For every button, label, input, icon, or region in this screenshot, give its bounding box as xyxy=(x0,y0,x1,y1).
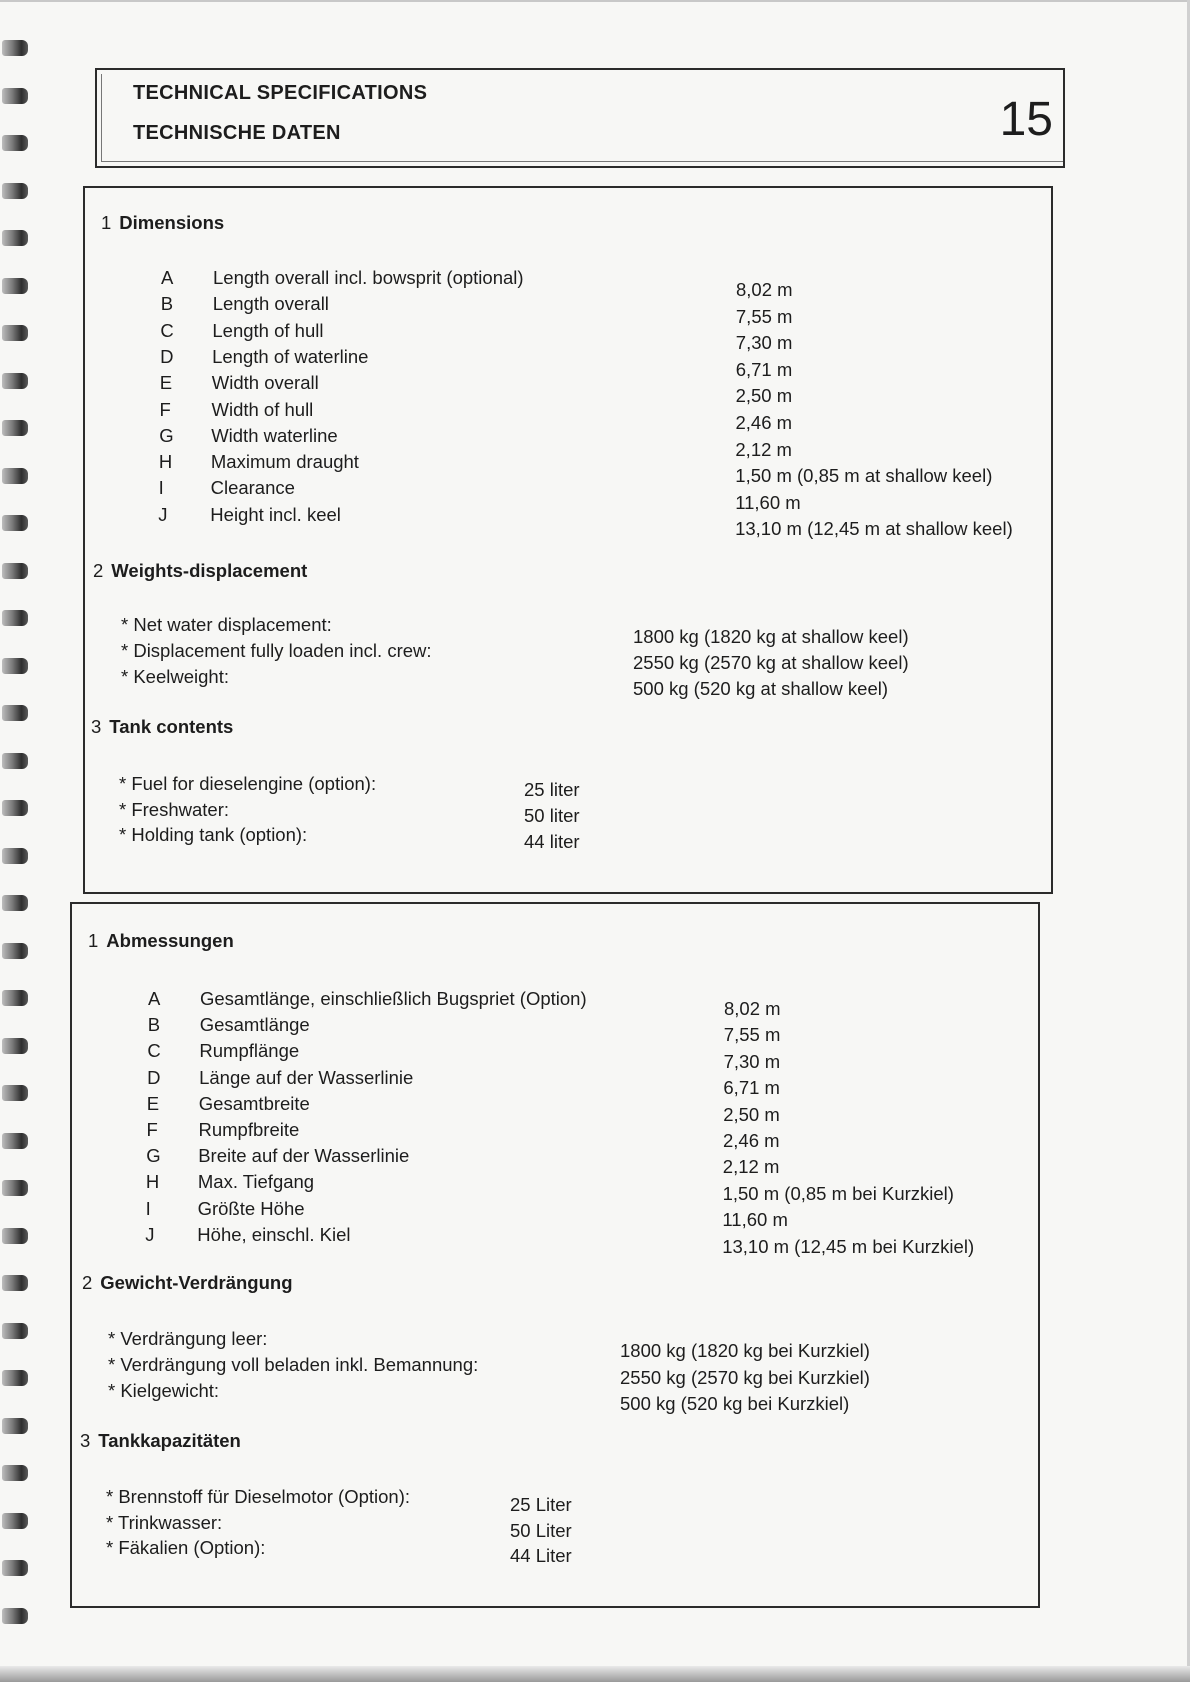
binding-ring xyxy=(2,943,28,959)
dimension-label: Length overall incl. bowsprit (optional) xyxy=(213,267,524,288)
dimension-value: 6,71 m xyxy=(735,358,793,380)
binding-ring xyxy=(2,848,28,864)
dimension-letter: I xyxy=(145,1197,151,1219)
dimension-label: Länge auf der Wasserlinie xyxy=(199,1066,414,1088)
spec-value: 500 kg (520 kg bei Kurzkiel) xyxy=(620,1393,850,1414)
dimension-value: 2,50 m xyxy=(723,1103,780,1125)
abschnitt-abmessungen-title xyxy=(88,930,234,952)
dimension-value: 2,46 m xyxy=(735,412,793,433)
binding-ring xyxy=(2,990,28,1006)
binding-ring xyxy=(2,705,28,721)
page-top-edge xyxy=(0,0,1190,2)
dimension-letter: D xyxy=(147,1066,161,1088)
spec-value: 25 liter xyxy=(524,779,580,800)
spec-value: 2550 kg (2570 kg at shallow keel) xyxy=(633,652,909,673)
binding-ring xyxy=(2,610,28,626)
spec-label: * Fäkalien (Option): xyxy=(106,1537,266,1558)
dimension-value: 8,02 m xyxy=(724,998,781,1019)
dimension-letter: J xyxy=(158,503,168,525)
dimension-letter: B xyxy=(160,293,174,315)
binding-ring xyxy=(2,420,28,436)
abschnitt-tank-title xyxy=(80,1430,241,1452)
spec-value: 1800 kg (1820 kg bei Kurzkiel) xyxy=(620,1340,870,1361)
binding-ring xyxy=(2,658,28,674)
dimension-letter: E xyxy=(159,372,173,394)
binding-ring xyxy=(2,325,28,341)
section-title-text: Gewicht-Verdrängung xyxy=(100,1272,293,1293)
dimension-letter: D xyxy=(160,345,174,367)
section-title-text: Tankkapazitäten xyxy=(98,1430,241,1451)
dimension-letter: H xyxy=(145,1171,160,1193)
dimension-label: Max. Tiefgang xyxy=(197,1171,315,1193)
dimension-letter: I xyxy=(158,477,164,499)
title-english: TECHNICAL SPECIFICATIONS xyxy=(133,82,428,104)
spec-label: * Displacement fully loaden incl. crew: xyxy=(121,640,432,661)
dimension-label: Width of hull xyxy=(211,398,314,420)
spec-value: 1800 kg (1820 kg at shallow keel) xyxy=(633,626,909,647)
dimension-value: 11,60 m xyxy=(735,491,801,513)
section-number: 3 xyxy=(91,716,102,737)
binding-ring xyxy=(2,468,28,484)
section-title-text: Dimensions xyxy=(119,212,225,233)
page-number: 15 xyxy=(999,93,1053,146)
spec-value: 50 Liter xyxy=(510,1519,572,1541)
binding-ring xyxy=(2,1608,28,1624)
spec-value: 500 kg (520 kg at shallow keel) xyxy=(633,678,889,699)
binding-ring xyxy=(2,1228,28,1244)
section-title-text: Weights-displacement xyxy=(111,560,308,581)
section-dimensions-title xyxy=(101,212,224,234)
binding-ring xyxy=(2,1323,28,1339)
spec-label: * Holding tank (option): xyxy=(119,824,308,845)
binding-ring xyxy=(2,1418,28,1434)
section-title-text: Abmessungen xyxy=(106,930,234,951)
spec-label: * Net water displacement: xyxy=(121,614,332,635)
dimension-letter: G xyxy=(146,1145,161,1167)
dimension-letter: E xyxy=(146,1092,160,1114)
dimension-value: 7,55 m xyxy=(735,305,793,327)
binding-ring xyxy=(2,135,28,151)
spec-value: 44 Liter xyxy=(510,1545,572,1566)
english-spec-box xyxy=(83,186,1053,894)
spec-label: * Keelweight: xyxy=(121,666,229,687)
dimension-value: 11,60 m xyxy=(722,1209,788,1231)
binding-ring xyxy=(2,40,28,56)
dimension-label: Gesamtlänge xyxy=(199,1014,310,1036)
spec-label: * Trinkwasser: xyxy=(106,1511,223,1533)
spec-value: 50 liter xyxy=(524,805,580,826)
binding-ring xyxy=(2,1085,28,1101)
section-title-text: Tank contents xyxy=(109,716,234,737)
binding-ring xyxy=(2,1560,28,1576)
dimension-letter: A xyxy=(148,988,161,1009)
section-tanks-title xyxy=(91,716,233,738)
dimension-label: Length of waterline xyxy=(212,345,369,367)
spec-label: * Fuel for dieselengine (option): xyxy=(119,773,377,794)
german-spec-box xyxy=(70,902,1040,1608)
section-number: 1 xyxy=(88,930,99,951)
dimension-label: Rumpfbreite xyxy=(198,1119,300,1140)
dimension-letter: F xyxy=(146,1119,158,1140)
binding-ring xyxy=(2,753,28,769)
dimension-value: 7,30 m xyxy=(723,1050,781,1072)
dimension-letter: C xyxy=(160,319,174,341)
binding-ring xyxy=(2,183,28,199)
dimension-value: 13,10 m (12,45 m bei Kurzkiel) xyxy=(722,1235,975,1257)
section-weights-title xyxy=(93,560,307,582)
dimension-letter: C xyxy=(147,1040,161,1062)
spec-label: * Brennstoff für Dieselmotor (Option): xyxy=(106,1486,411,1507)
page-bottom-edge xyxy=(0,1666,1190,1682)
dimension-letter: H xyxy=(158,451,173,473)
binding-ring xyxy=(2,1513,28,1529)
dimension-label: Breite auf der Wasserlinie xyxy=(198,1145,410,1167)
dimension-letter: F xyxy=(159,398,171,420)
dimension-value: 7,30 m xyxy=(735,332,793,354)
spec-label: * Verdrängung voll beladen inkl. Bemannung: xyxy=(108,1354,479,1375)
binding-ring xyxy=(2,88,28,104)
dimension-label: Width overall xyxy=(211,372,319,394)
dimension-value: 2,12 m xyxy=(735,438,792,460)
dimension-label: Height incl. keel xyxy=(210,503,341,525)
dimension-letter: J xyxy=(145,1223,155,1245)
abschnitt-gewicht-title xyxy=(82,1272,293,1294)
dimension-value: 2,50 m xyxy=(735,385,793,407)
dimension-label: Length of hull xyxy=(212,319,324,341)
spec-label: * Freshwater: xyxy=(119,798,230,820)
dimension-value: 2,12 m xyxy=(722,1156,780,1178)
dimension-label: Gesamtlänge, einschließlich Bugspriet (Option) xyxy=(200,988,587,1009)
binding-ring xyxy=(2,1038,28,1054)
binding-ring xyxy=(2,1370,28,1386)
dimension-value: 1,50 m (0,85 m bei Kurzkiel) xyxy=(722,1182,954,1204)
dimension-label: Clearance xyxy=(210,477,295,499)
section-number: 3 xyxy=(80,1430,91,1451)
dimension-label: Width waterline xyxy=(211,424,338,446)
spiral-binding xyxy=(0,30,34,1650)
spec-value: 2550 kg (2570 kg bei Kurzkiel) xyxy=(620,1366,870,1388)
binding-ring xyxy=(2,1275,28,1291)
binding-ring xyxy=(2,1133,28,1149)
binding-ring xyxy=(2,278,28,294)
binding-ring xyxy=(2,1180,28,1196)
spec-label: * Verdrängung leer: xyxy=(108,1328,268,1349)
binding-ring xyxy=(2,563,28,579)
dimension-letter: A xyxy=(161,267,174,288)
dimension-label: Length overall xyxy=(212,293,329,315)
binding-ring xyxy=(2,895,28,911)
binding-ring xyxy=(2,230,28,246)
dimension-value: 2,46 m xyxy=(723,1130,780,1151)
dimension-label: Maximum draught xyxy=(210,451,359,473)
dimension-label: Größte Höhe xyxy=(197,1197,305,1219)
dimension-letter: G xyxy=(159,424,174,446)
dimension-value: 8,02 m xyxy=(736,279,793,300)
dimension-letter: B xyxy=(147,1014,161,1036)
dimension-label: Höhe, einschl. Kiel xyxy=(197,1223,351,1245)
dimension-value: 1,50 m (0,85 m at shallow keel) xyxy=(735,465,993,487)
dimension-value: 7,55 m xyxy=(723,1024,781,1046)
spec-value: 25 Liter xyxy=(510,1494,572,1515)
spec-value: 44 liter xyxy=(524,831,580,852)
binding-ring xyxy=(2,373,28,389)
spec-label: * Kielgewicht: xyxy=(108,1380,220,1401)
dimension-value: 13,10 m (12,45 m at shallow keel) xyxy=(735,518,1013,540)
binding-ring xyxy=(2,800,28,816)
title-german: TECHNISCHE DATEN xyxy=(133,122,341,144)
section-number: 2 xyxy=(93,560,104,581)
section-number: 2 xyxy=(82,1272,93,1293)
dimension-label: Rumpflänge xyxy=(199,1040,300,1062)
dimension-label: Gesamtbreite xyxy=(198,1092,310,1114)
section-number: 1 xyxy=(101,212,112,233)
binding-ring xyxy=(2,1465,28,1481)
page-header xyxy=(95,68,1065,168)
binding-ring xyxy=(2,515,28,531)
dimension-value: 6,71 m xyxy=(723,1077,780,1099)
